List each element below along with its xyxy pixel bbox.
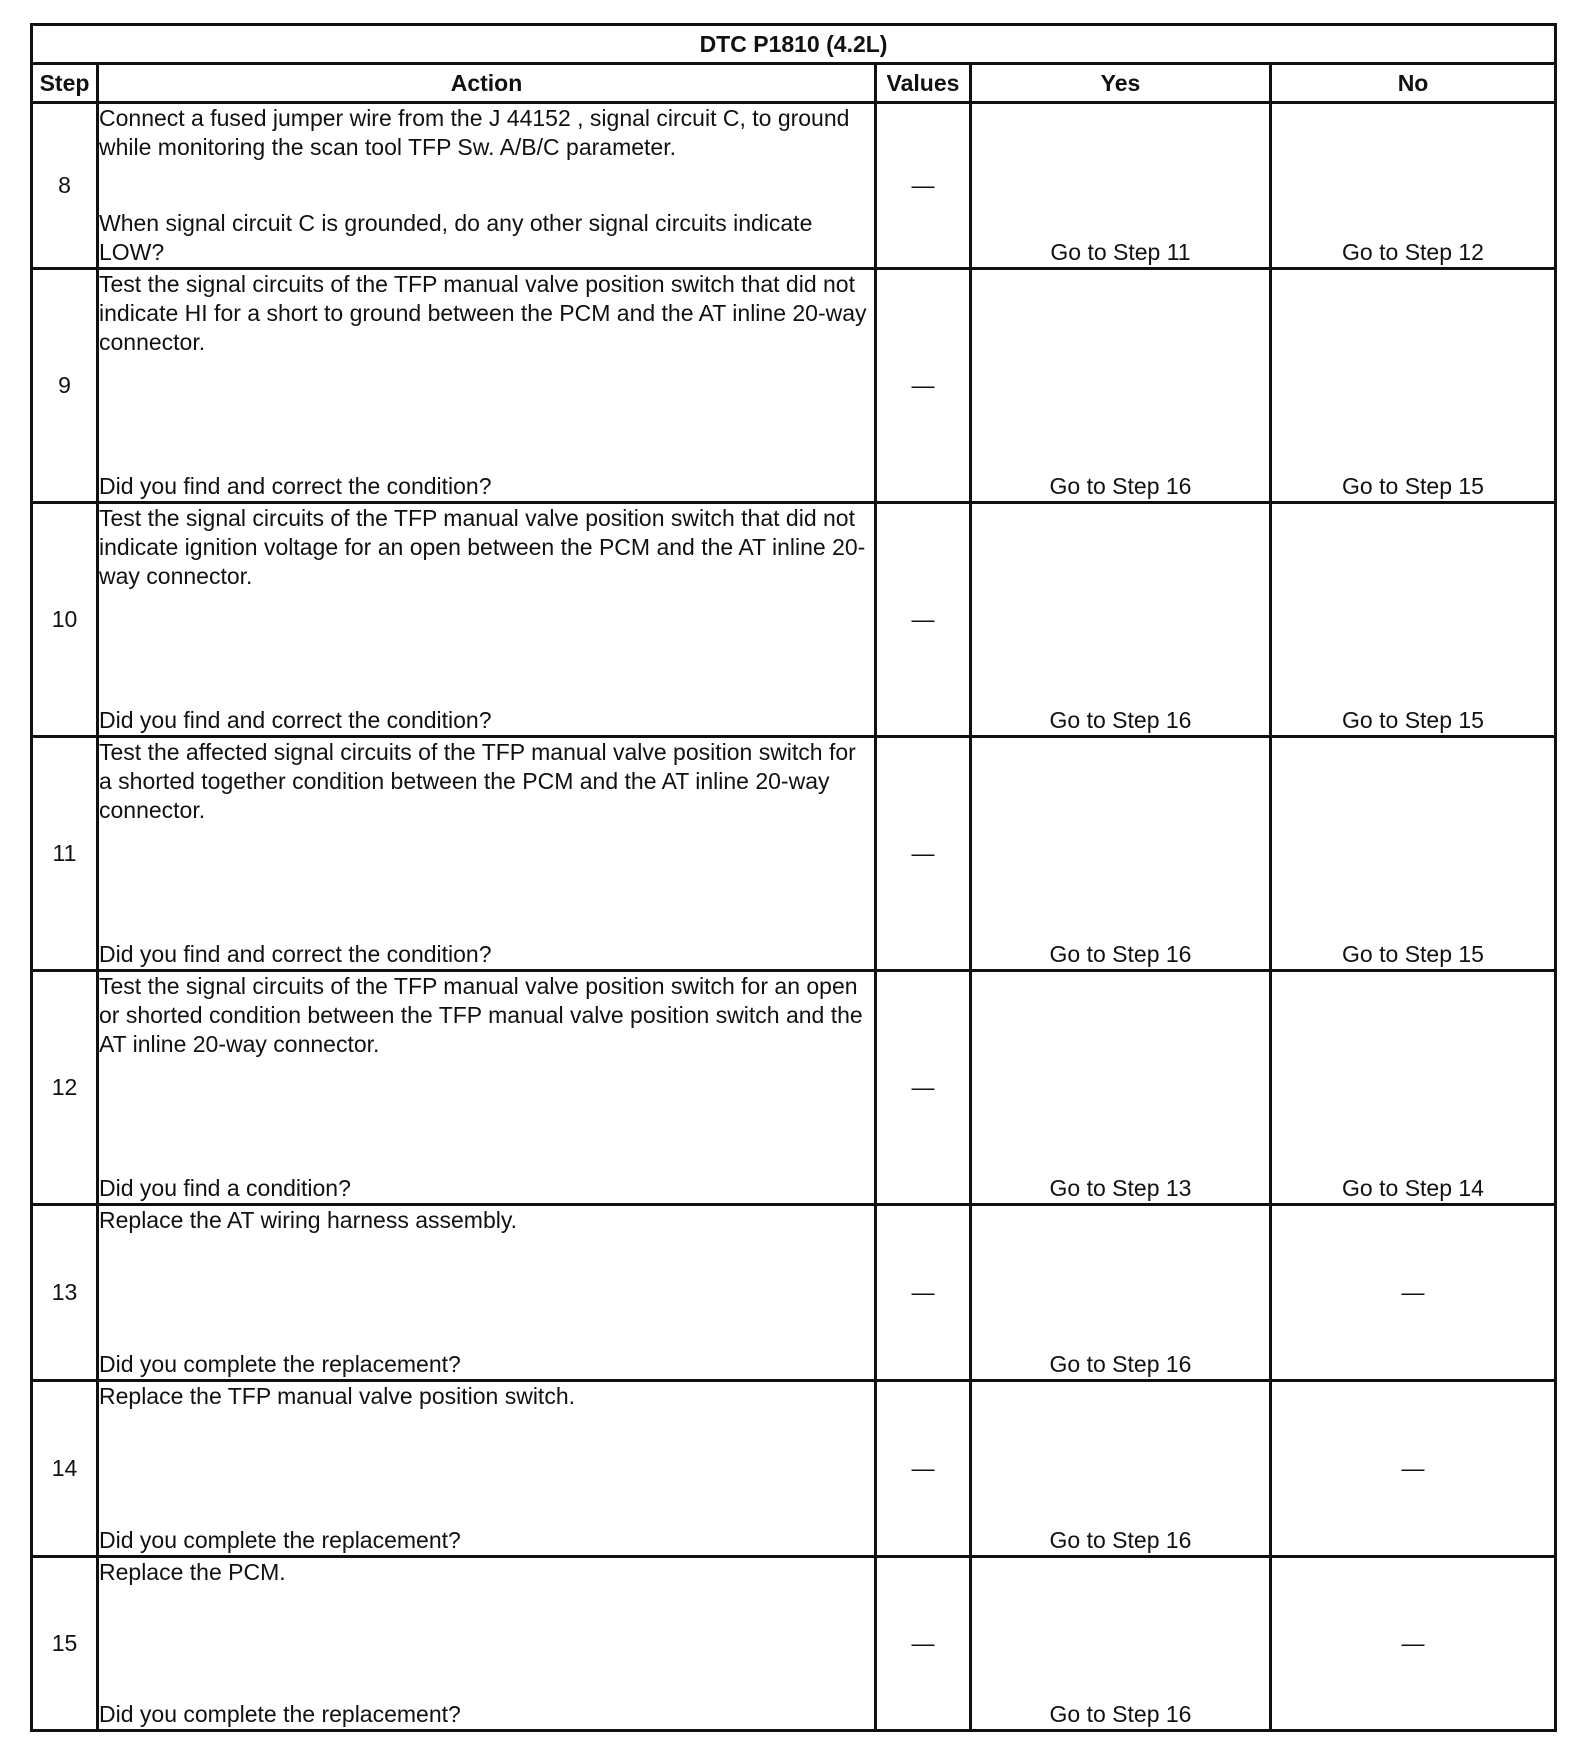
table-row [32,103,1556,269]
yes-cell: Go to Step 16 [971,737,1271,971]
action-cell [98,269,876,503]
action-cell [98,971,876,1205]
table-row [32,737,1556,971]
no-cell: Go to Step 15 [1271,269,1556,503]
action-cell [98,1557,876,1731]
action-instruction: Test the signal circuits of the TFP manual valve position switch for an open or shorted condition between the TFP manual valve position switch and the AT inline 20-way connector. [99,973,863,1057]
table-row [32,1557,1556,1731]
action-instruction: Test the affected signal circuits of the TFP manual valve position switch for a shorted together condition between the PCM and the AT inline 20-way connector. [99,739,856,823]
action-instruction: Replace the TFP manual valve position switch. [99,1383,576,1409]
header-yes: Yes [971,64,1271,103]
yes-cell: Go to Step 16 [971,1381,1271,1557]
step-number: 15 [32,1557,98,1731]
values-cell: — [876,503,971,737]
no-cell: Go to Step 15 [1271,503,1556,737]
no-cell: — [1271,1557,1556,1731]
header-no: No [1271,64,1556,103]
action-question: Did you complete the replacement? [99,1527,461,1553]
yes-cell: Go to Step 16 [971,269,1271,503]
action-question: When signal circuit C is grounded, do any other signal circuits indicate LOW? [99,210,813,265]
action-instruction: Test the signal circuits of the TFP manual valve position switch that did not indicate ignition voltage for an open between the PCM and the AT inline 20-way connector. [99,505,866,589]
table-row [32,1205,1556,1381]
values-cell: — [876,737,971,971]
yes-cell: Go to Step 16 [971,1205,1271,1381]
yes-cell: Go to Step 16 [971,503,1271,737]
values-cell: — [876,1205,971,1381]
step-number: 11 [32,737,98,971]
step-number: 12 [32,971,98,1205]
table-row [32,269,1556,503]
dtc-table [30,23,1557,1732]
step-number: 10 [32,503,98,737]
action-cell [98,103,876,269]
yes-cell: Go to Step 13 [971,971,1271,1205]
no-cell: — [1271,1205,1556,1381]
action-question: Did you find and correct the condition? [99,473,492,499]
no-cell: Go to Step 14 [1271,971,1556,1205]
step-number: 14 [32,1381,98,1557]
table-row [32,971,1556,1205]
values-cell: — [876,1381,971,1557]
action-question: Did you find a condition? [99,1175,351,1201]
header-action: Action [98,64,876,103]
action-instruction: Replace the AT wiring harness assembly. [99,1207,518,1233]
yes-cell: Go to Step 11 [971,103,1271,269]
values-cell: — [876,103,971,269]
action-cell [98,1381,876,1557]
action-cell [98,737,876,971]
header-step: Step [32,64,98,103]
values-cell: — [876,1557,971,1731]
no-cell: Go to Step 12 [1271,103,1556,269]
values-cell: — [876,269,971,503]
step-number: 8 [32,103,98,269]
no-cell: Go to Step 15 [1271,737,1556,971]
action-cell [98,503,876,737]
step-number: 13 [32,1205,98,1381]
action-question: Did you complete the replacement? [99,1351,461,1377]
table-row [32,1381,1556,1557]
step-number: 9 [32,269,98,503]
table-title: DTC P1810 (4.2L) [32,25,1556,64]
action-instruction: Test the signal circuits of the TFP manual valve position switch that did not indicate HI for a short to ground between the PCM and the AT inline 20-way connector. [99,271,867,355]
values-cell: — [876,971,971,1205]
yes-cell: Go to Step 16 [971,1557,1271,1731]
action-instruction: Connect a fused jumper wire from the J 44152 , signal circuit C, to ground while monitoring the scan tool TFP Sw. A/B/C parameter. [99,105,850,160]
action-question: Did you complete the replacement? [99,1701,461,1727]
header-row [32,64,1556,103]
no-cell: — [1271,1381,1556,1557]
title-row [32,25,1556,64]
action-question: Did you find and correct the condition? [99,707,492,733]
action-cell [98,1205,876,1381]
action-question: Did you find and correct the condition? [99,941,492,967]
header-values: Values [876,64,971,103]
action-instruction: Replace the PCM. [99,1559,286,1585]
table-row [32,503,1556,737]
